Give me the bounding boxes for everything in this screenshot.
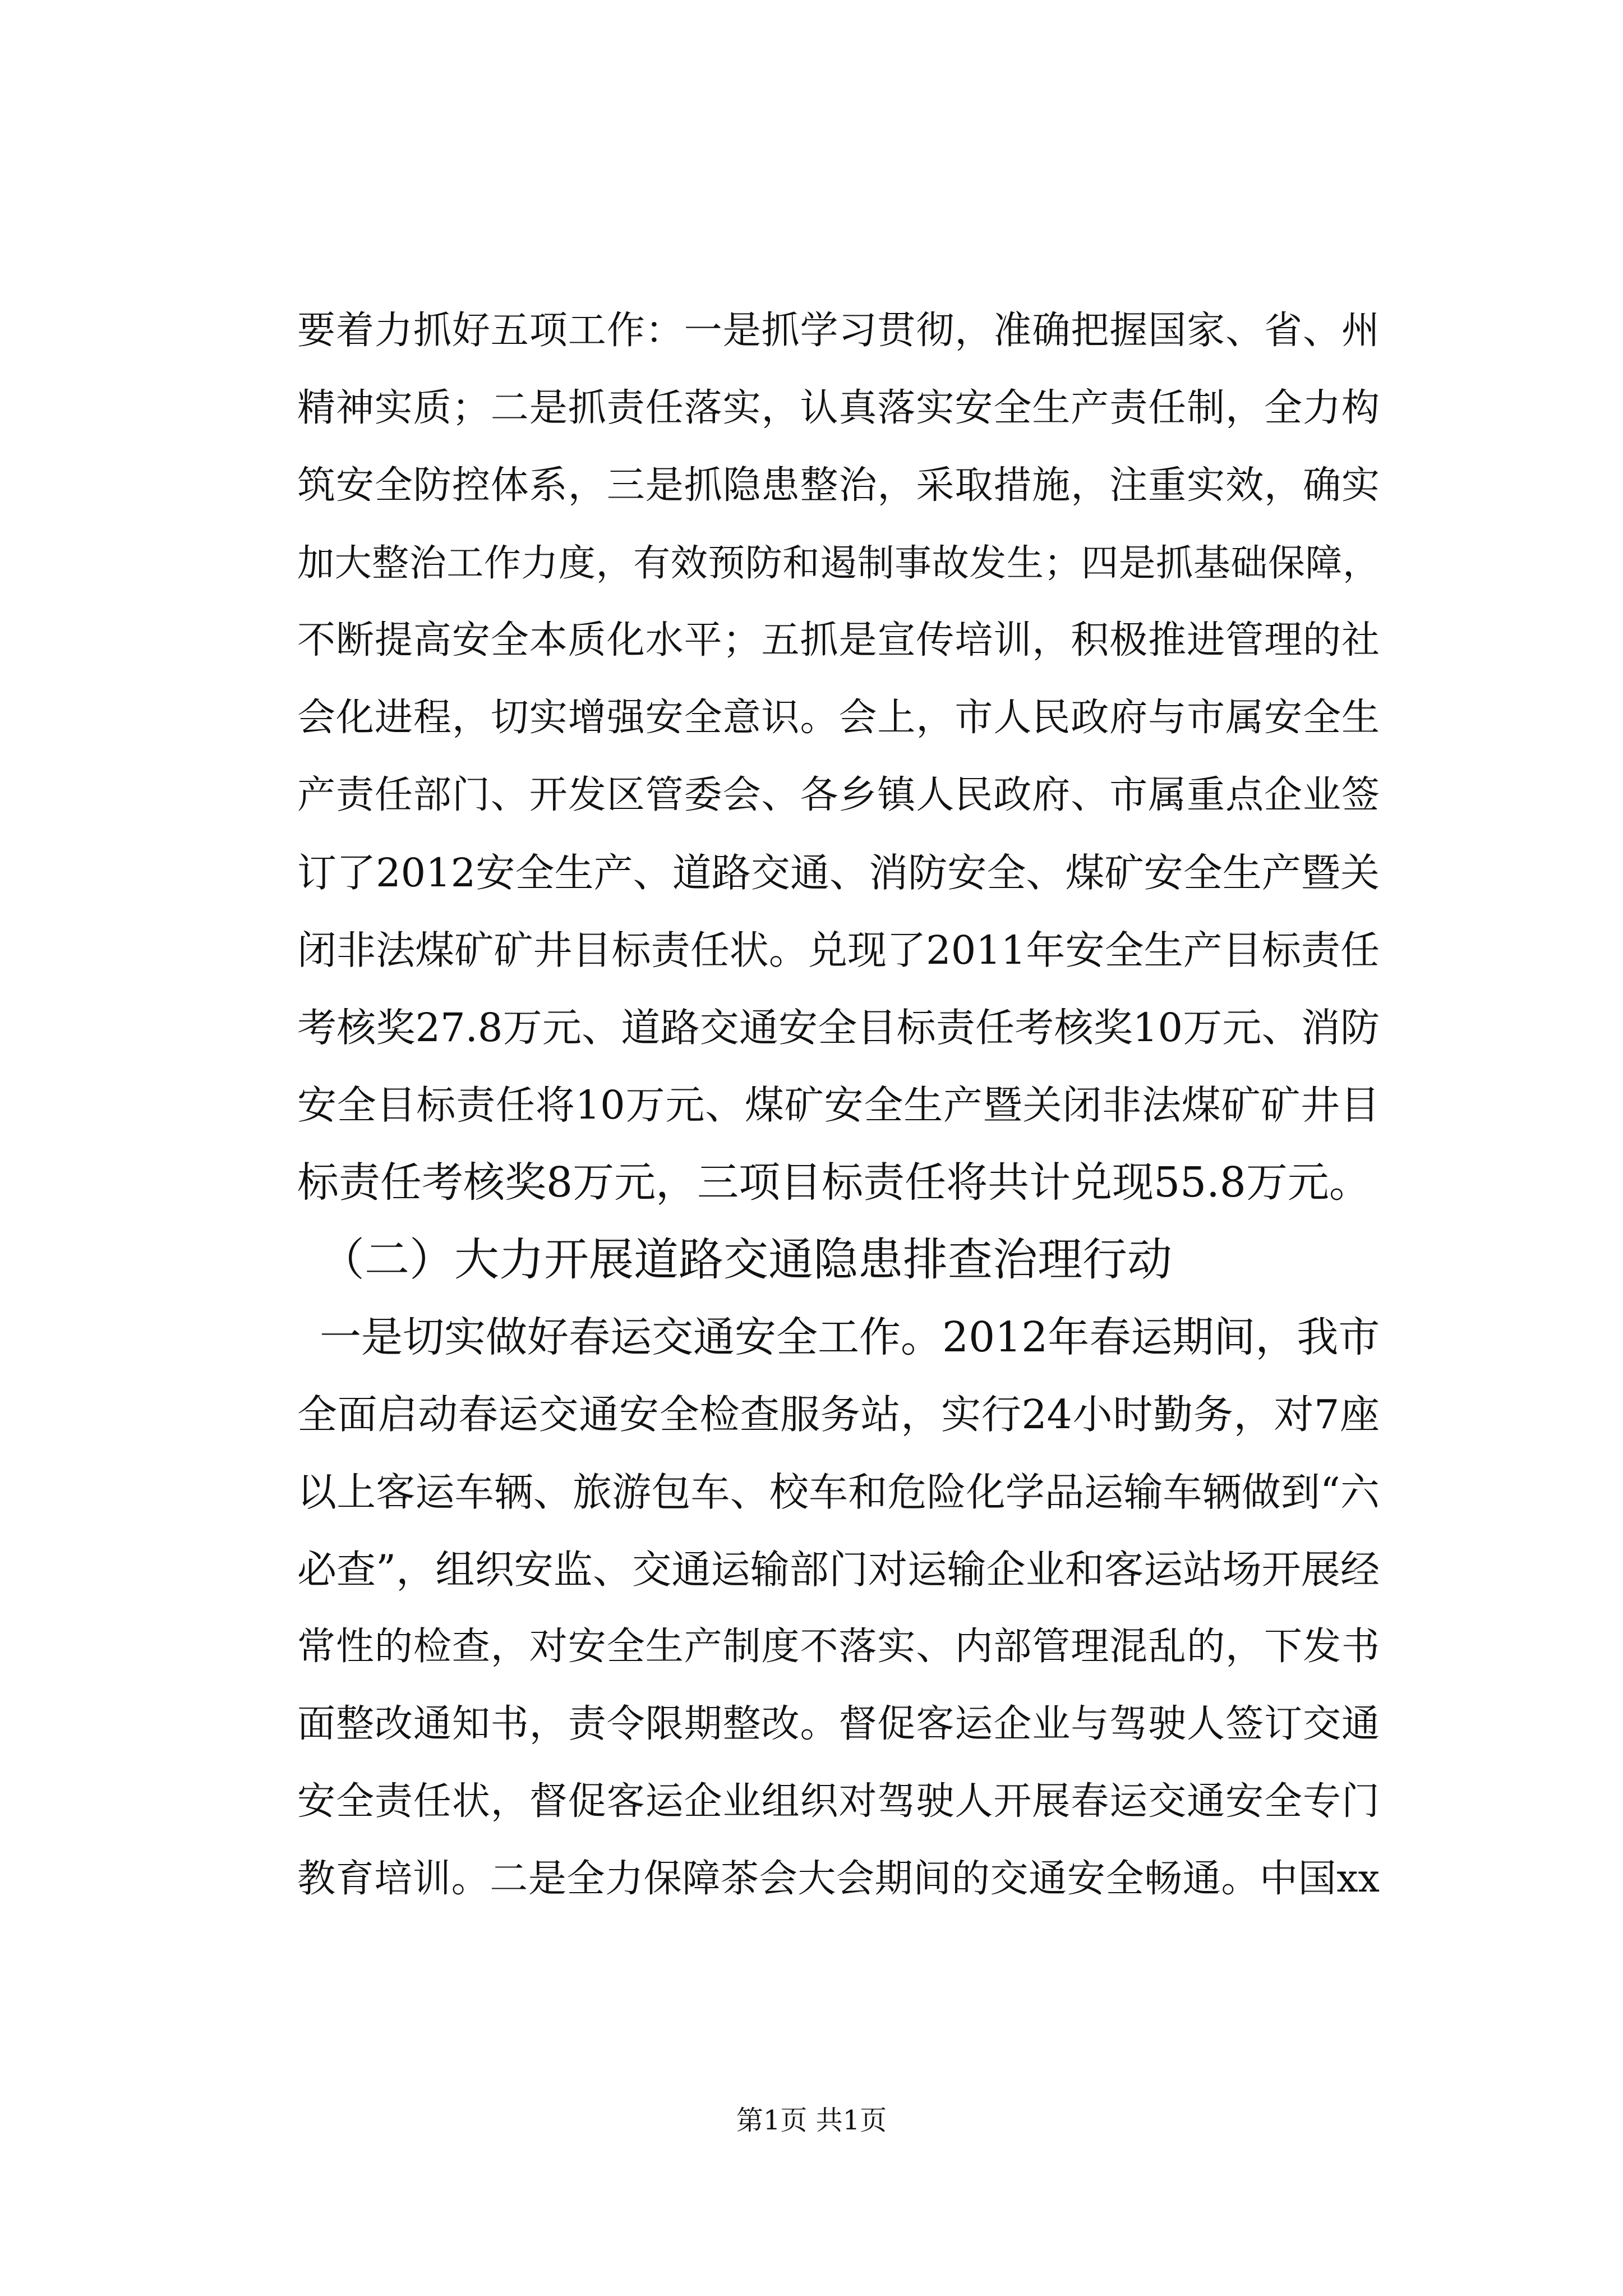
body-text-line: 要着力抓好五项工作：一是抓学习贯彻，准确把握国家、省、州	[297, 309, 1380, 353]
body-text-line: 精神实质；二是抓责任落实，认真落实安全生产责任制，全力构	[297, 386, 1380, 430]
body-text-line: 不断提高安全本质化水平；五抓是宣传培训，积极推进管理的社	[297, 618, 1380, 662]
body-text-line: 安全责任状，督促客运企业组织对驾驶人开展春运交通安全专门	[297, 1779, 1380, 1824]
body-text-line: 会化进程，切实增强安全意识。会上，市人民政府与市属安全生	[297, 696, 1380, 740]
body-text-line: 一是切实做好春运交通安全工作。2012年春运期间，我市	[320, 1313, 1380, 1361]
body-text-line: 筑安全防控体系，三是抓隐患整治，采取措施，注重实效，确实	[297, 463, 1380, 508]
body-text-line: 订了2012安全生产、道路交通、消防安全、煤矿安全生产暨关	[297, 850, 1380, 896]
body-text-line: 必查”，组织安监、交通运输部门对运输企业和客运站场开展经	[297, 1547, 1380, 1593]
body-text-line: 常性的检查，对安全生产制度不落实、内部管理混乱的，下发书	[297, 1625, 1380, 1669]
body-text-line: 全面启动春运交通安全检查服务站，实行24小时勤务，对7座	[297, 1391, 1380, 1438]
body-text-line: 以上客运车辆、旅游包车、校车和危险化学品运输车辆做到“六	[297, 1469, 1380, 1515]
body-text-line: 标责任考核奖8万元，三项目标责任将共计兑现55.8万元。	[297, 1158, 1371, 1207]
body-text-line: 闭非法煤矿矿井目标责任状。兑现了2011年安全生产目标责任	[297, 927, 1380, 973]
page-footer: 第1页 共1页	[736, 2105, 887, 2136]
section-heading: （二）大力开展道路交通隐患排查治理行动	[320, 1234, 1172, 1286]
body-text-line: 安全目标责任将10万元、煤矿安全生产暨关闭非法煤矿矿井目	[297, 1082, 1380, 1128]
body-text-line: 加大整治工作力度，有效预防和遏制事故发生；四是抓基础保障，	[297, 541, 1380, 585]
body-text-line: 产责任部门、开发区管委会、各乡镇人民政府、市属重点企业签	[297, 773, 1380, 817]
body-text-line: 考核奖27.8万元、道路交通安全目标责任考核奖10万元、消防	[297, 1005, 1380, 1051]
body-text-line: 面整改通知书，责令限期整改。督促客运企业与驾驶人签订交通	[297, 1702, 1380, 1746]
body-text-line: 教育培训。二是全力保障茶会大会期间的交通安全畅通。中国xx	[297, 1857, 1380, 1901]
